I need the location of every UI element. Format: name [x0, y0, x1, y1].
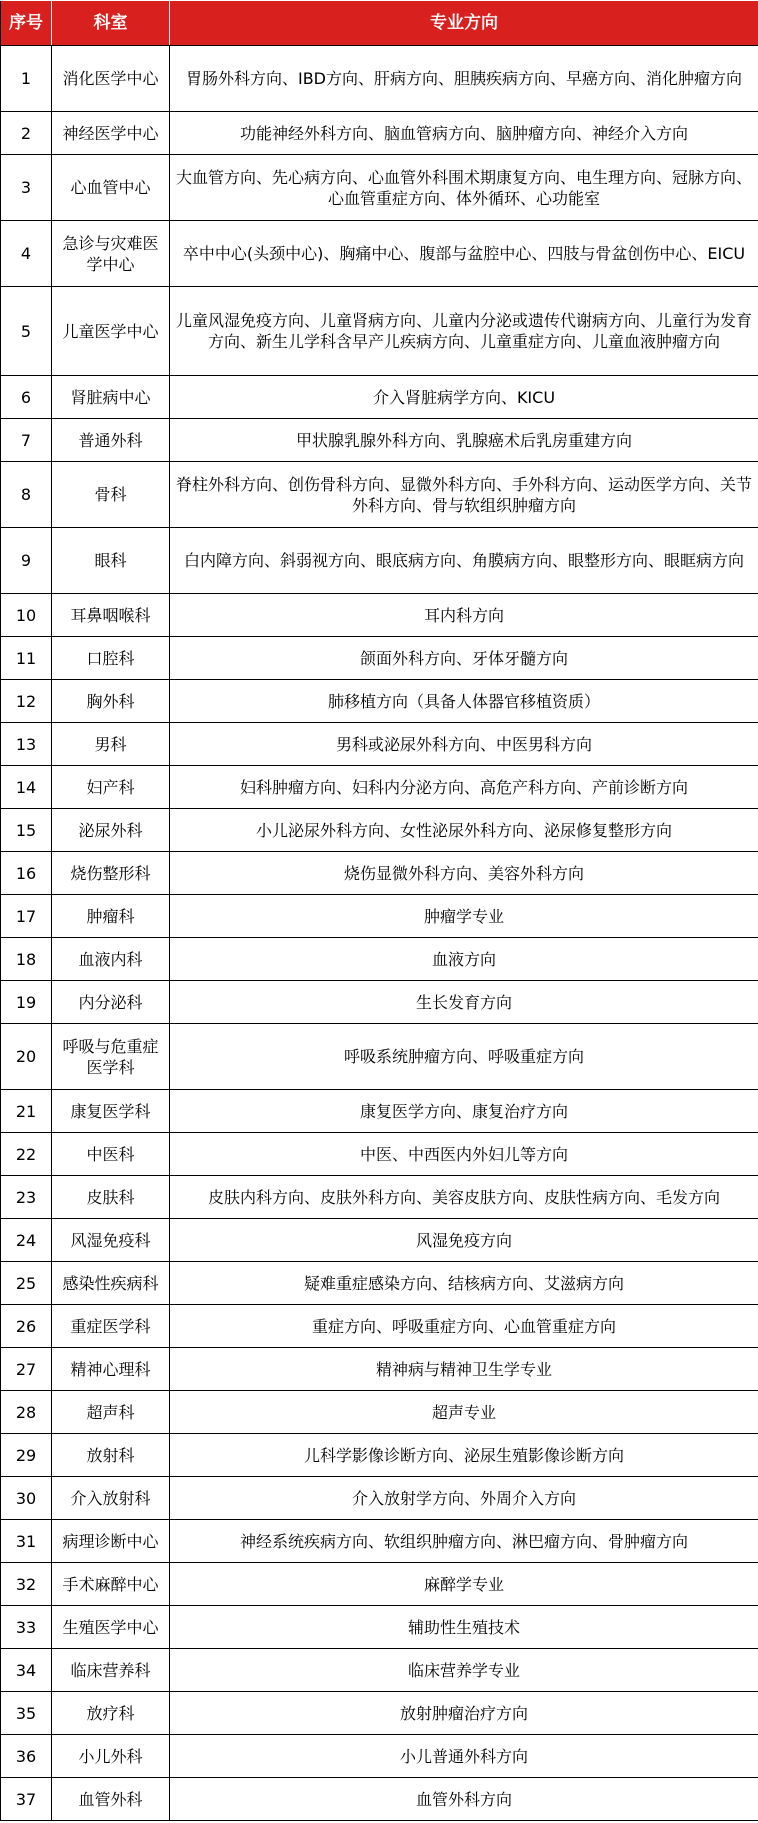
- row-number: 33: [1, 1606, 52, 1649]
- row-number: 21: [1, 1090, 52, 1133]
- table-row: [1, 1024, 758, 1090]
- department-cell: 重症医学科: [52, 1305, 170, 1348]
- department-cell: 超声科: [52, 1391, 170, 1434]
- specialty-cell: 白内障方向、斜弱视方向、眼底病方向、角膜病方向、眼整形方向、眼眶病方向: [170, 528, 758, 594]
- table-row: [1, 1692, 758, 1735]
- row-number: 36: [1, 1735, 52, 1778]
- row-number: 14: [1, 766, 52, 809]
- row-number: 23: [1, 1176, 52, 1219]
- row-number: 7: [1, 419, 52, 462]
- header-specialty: 专业方向: [170, 1, 758, 46]
- specialty-cell: 介入放射学方向、外周介入方向: [170, 1477, 758, 1520]
- row-number: 31: [1, 1520, 52, 1563]
- specialty-cell: 血管外科方向: [170, 1778, 758, 1821]
- table-row: [1, 1563, 758, 1606]
- department-cell: 中医科: [52, 1133, 170, 1176]
- row-number: 10: [1, 594, 52, 637]
- table-row: [1, 1477, 758, 1520]
- specialty-cell: 肺移植方向（具备人体器官移植资质）: [170, 680, 758, 723]
- table-row: [1, 1090, 758, 1133]
- table-row: [1, 221, 758, 287]
- specialty-cell: 呼吸系统肿瘤方向、呼吸重症方向: [170, 1024, 758, 1090]
- row-number: 1: [1, 46, 52, 112]
- department-cell: 神经医学中心: [52, 112, 170, 155]
- department-cell: 胸外科: [52, 680, 170, 723]
- specialty-cell: 神经系统疾病方向、软组织肿瘤方向、淋巴瘤方向、骨肿瘤方向: [170, 1520, 758, 1563]
- department-cell: 眼科: [52, 528, 170, 594]
- row-number: 19: [1, 981, 52, 1024]
- specialty-cell: 颌面外科方向、牙体牙髓方向: [170, 637, 758, 680]
- specialty-cell: 男科或泌尿外科方向、中医男科方向: [170, 723, 758, 766]
- row-number: 6: [1, 376, 52, 419]
- specialty-cell: 脊柱外科方向、创伤骨科方向、显微外科方向、手外科方向、运动医学方向、关节外科方向、骨与软组织肿瘤方向: [170, 462, 758, 528]
- department-cell: 心血管中心: [52, 155, 170, 221]
- row-number: 26: [1, 1305, 52, 1348]
- department-cell: 精神心理科: [52, 1348, 170, 1391]
- table-row: [1, 1606, 758, 1649]
- department-cell: 烧伤整形科: [52, 852, 170, 895]
- specialty-cell: 甲状腺乳腺外科方向、乳腺癌术后乳房重建方向: [170, 419, 758, 462]
- department-cell: 口腔科: [52, 637, 170, 680]
- table-row: [1, 1219, 758, 1262]
- department-cell: 泌尿外科: [52, 809, 170, 852]
- specialty-cell: 介入肾脏病学方向、KICU: [170, 376, 758, 419]
- header-department: 科室: [52, 1, 170, 46]
- table-row: [1, 1133, 758, 1176]
- table-row: [1, 1305, 758, 1348]
- specialty-cell: 烧伤显微外科方向、美容外科方向: [170, 852, 758, 895]
- department-cell: 小儿外科: [52, 1735, 170, 1778]
- row-number: 20: [1, 1024, 52, 1090]
- specialty-cell: 肿瘤学专业: [170, 895, 758, 938]
- row-number: 18: [1, 938, 52, 981]
- specialty-cell: 血液方向: [170, 938, 758, 981]
- table-row: [1, 594, 758, 637]
- table-row: [1, 809, 758, 852]
- row-number: 27: [1, 1348, 52, 1391]
- specialty-cell: 生长发育方向: [170, 981, 758, 1024]
- specialty-cell: 大血管方向、先心病方向、心血管外科围术期康复方向、电生理方向、冠脉方向、心血管重症方向、体外循环、心功能室: [170, 155, 758, 221]
- table-row: [1, 1262, 758, 1305]
- table-row: [1, 112, 758, 155]
- row-number: 35: [1, 1692, 52, 1735]
- table-row: [1, 895, 758, 938]
- department-cell: 儿童医学中心: [52, 287, 170, 376]
- department-cell: 血液内科: [52, 938, 170, 981]
- table-row: [1, 766, 758, 809]
- department-cell: 风湿免疫科: [52, 1219, 170, 1262]
- table-row: [1, 852, 758, 895]
- table-row: [1, 1391, 758, 1434]
- row-number: 25: [1, 1262, 52, 1305]
- specialty-cell: 儿童风湿免疫方向、儿童肾病方向、儿童内分泌或遗传代谢病方向、儿童行为发育方向、新生儿学科含早产儿疾病方向、儿童重症方向、儿童血液肿瘤方向: [170, 287, 758, 376]
- row-number: 12: [1, 680, 52, 723]
- specialty-cell: 放射肿瘤治疗方向: [170, 1692, 758, 1735]
- table-row: [1, 680, 758, 723]
- department-cell: 内分泌科: [52, 981, 170, 1024]
- row-number: 13: [1, 723, 52, 766]
- header-row: [1, 1, 758, 46]
- row-number: 16: [1, 852, 52, 895]
- specialty-cell: 中医、中西医内外妇儿等方向: [170, 1133, 758, 1176]
- specialty-cell: 小儿泌尿外科方向、女性泌尿外科方向、泌尿修复整形方向: [170, 809, 758, 852]
- department-cell: 放射科: [52, 1434, 170, 1477]
- department-cell: 耳鼻咽喉科: [52, 594, 170, 637]
- row-number: 17: [1, 895, 52, 938]
- department-cell: 临床营养科: [52, 1649, 170, 1692]
- row-number: 28: [1, 1391, 52, 1434]
- specialty-cell: 临床营养学专业: [170, 1649, 758, 1692]
- table-row: [1, 462, 758, 528]
- specialty-cell: 卒中中心(头颈中心)、胸痛中心、腹部与盆腔中心、四肢与骨盆创伤中心、EICU: [170, 221, 758, 287]
- department-cell: 手术麻醉中心: [52, 1563, 170, 1606]
- table-row: [1, 1348, 758, 1391]
- department-cell: 皮肤科: [52, 1176, 170, 1219]
- table-row: [1, 637, 758, 680]
- department-cell: 病理诊断中心: [52, 1520, 170, 1563]
- specialty-cell: 辅助性生殖技术: [170, 1606, 758, 1649]
- specialty-cell: 康复医学方向、康复治疗方向: [170, 1090, 758, 1133]
- department-cell: 放疗科: [52, 1692, 170, 1735]
- specialty-cell: 疑难重症感染方向、结核病方向、艾滋病方向: [170, 1262, 758, 1305]
- specialty-cell: 儿科学影像诊断方向、泌尿生殖影像诊断方向: [170, 1434, 758, 1477]
- specialty-cell: 耳内科方向: [170, 594, 758, 637]
- department-cell: 急诊与灾难医学中心: [52, 221, 170, 287]
- table-row: [1, 528, 758, 594]
- specialty-cell: 小儿普通外科方向: [170, 1735, 758, 1778]
- specialty-cell: 胃肠外科方向、IBD方向、肝病方向、胆胰疾病方向、早癌方向、消化肿瘤方向: [170, 46, 758, 112]
- department-cell: 生殖医学中心: [52, 1606, 170, 1649]
- department-cell: 男科: [52, 723, 170, 766]
- row-number: 5: [1, 287, 52, 376]
- table-row: [1, 1176, 758, 1219]
- table-row: [1, 419, 758, 462]
- specialty-cell: 重症方向、呼吸重症方向、心血管重症方向: [170, 1305, 758, 1348]
- row-number: 37: [1, 1778, 52, 1821]
- table-row: [1, 376, 758, 419]
- table-row: [1, 1520, 758, 1563]
- department-cell: 感染性疾病科: [52, 1262, 170, 1305]
- table-body: [1, 46, 758, 1821]
- header-number: 序号: [1, 1, 52, 46]
- department-cell: 普通外科: [52, 419, 170, 462]
- row-number: 22: [1, 1133, 52, 1176]
- table-row: [1, 155, 758, 221]
- department-cell: 康复医学科: [52, 1090, 170, 1133]
- table-row: [1, 46, 758, 112]
- row-number: 2: [1, 112, 52, 155]
- row-number: 4: [1, 221, 52, 287]
- row-number: 3: [1, 155, 52, 221]
- table-header: [1, 1, 758, 46]
- specialty-cell: 精神病与精神卫生学专业: [170, 1348, 758, 1391]
- row-number: 9: [1, 528, 52, 594]
- table-row: [1, 1778, 758, 1821]
- department-cell: 呼吸与危重症医学科: [52, 1024, 170, 1090]
- row-number: 30: [1, 1477, 52, 1520]
- row-number: 8: [1, 462, 52, 528]
- specialty-cell: 风湿免疫方向: [170, 1219, 758, 1262]
- row-number: 32: [1, 1563, 52, 1606]
- department-cell: 肿瘤科: [52, 895, 170, 938]
- row-number: 15: [1, 809, 52, 852]
- department-cell: 血管外科: [52, 1778, 170, 1821]
- specialty-cell: 超声专业: [170, 1391, 758, 1434]
- row-number: 29: [1, 1434, 52, 1477]
- department-cell: 骨科: [52, 462, 170, 528]
- row-number: 24: [1, 1219, 52, 1262]
- specialty-cell: 功能神经外科方向、脑血管病方向、脑肿瘤方向、神经介入方向: [170, 112, 758, 155]
- table-row: [1, 938, 758, 981]
- table-row: [1, 981, 758, 1024]
- table-row: [1, 287, 758, 376]
- row-number: 34: [1, 1649, 52, 1692]
- department-cell: 肾脏病中心: [52, 376, 170, 419]
- row-number: 11: [1, 637, 52, 680]
- specialty-cell: 麻醉学专业: [170, 1563, 758, 1606]
- table-row: [1, 723, 758, 766]
- specialty-cell: 妇科肿瘤方向、妇科内分泌方向、高危产科方向、产前诊断方向: [170, 766, 758, 809]
- table-row: [1, 1735, 758, 1778]
- department-cell: 介入放射科: [52, 1477, 170, 1520]
- table-row: [1, 1434, 758, 1477]
- table-row: [1, 1649, 758, 1692]
- department-cell: 妇产科: [52, 766, 170, 809]
- department-cell: 消化医学中心: [52, 46, 170, 112]
- specialty-cell: 皮肤内科方向、皮肤外科方向、美容皮肤方向、皮肤性病方向、毛发方向: [170, 1176, 758, 1219]
